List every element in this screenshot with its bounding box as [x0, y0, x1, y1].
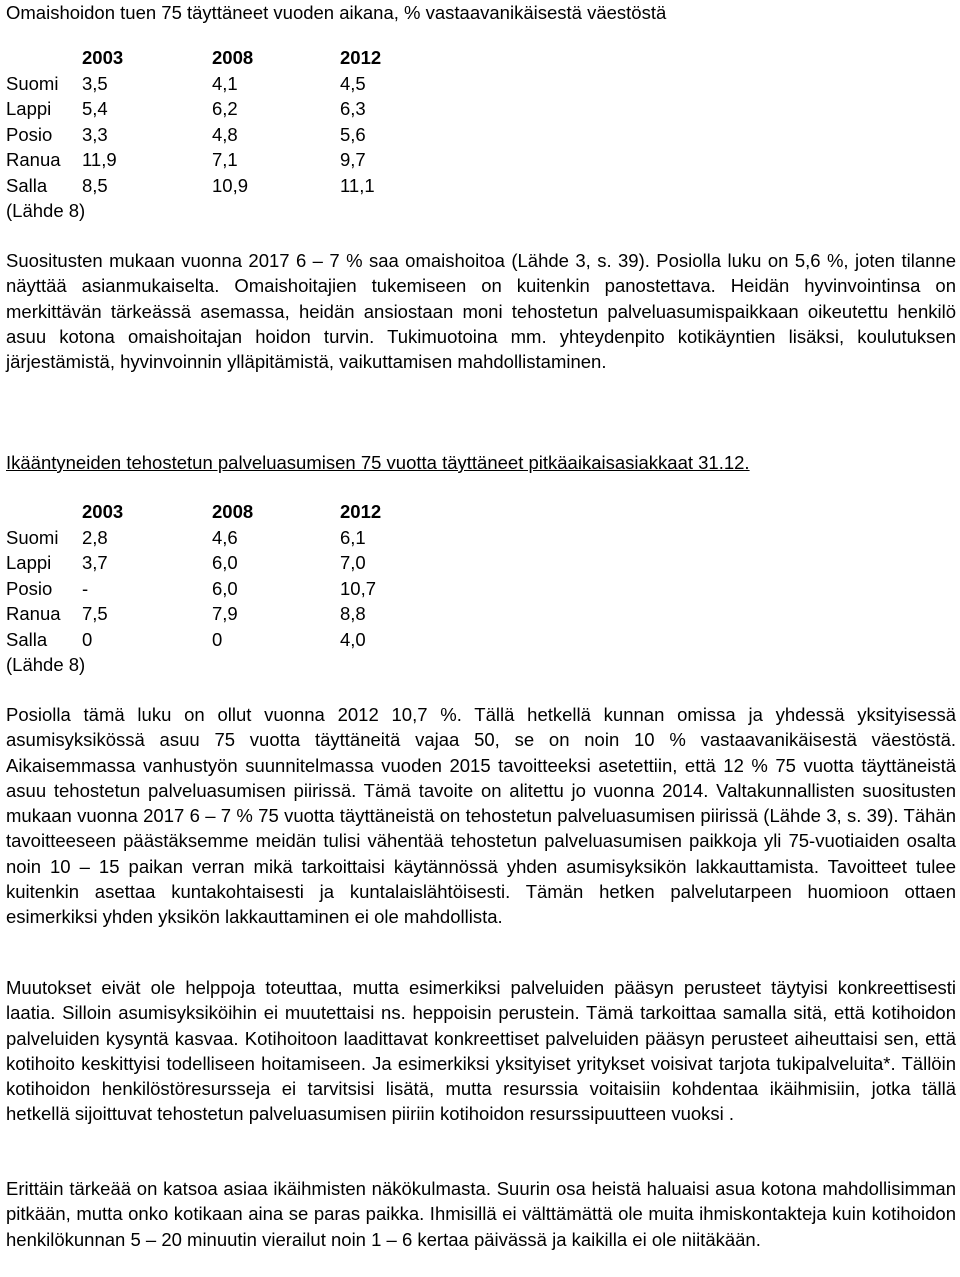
row-label: Salla	[6, 628, 48, 650]
cell-value: 4,0	[340, 628, 366, 650]
paragraph-muutokset: Muutokset eivät ole helppoja toteuttaa, mutta esimerkiksi palveluiden pääsyn perusteet täytyisi konkreettisesti laatia. Silloin asumisyksiköihin ei muutettaisi ns. heppoisin perustein. Tämä tarkoittaa samalla sitä, että kotihoidon palveluiden kysyntä kasvaa. Kotihoitoon laadittavat konkreettiset palveluiden pääsyn perusteet aiheuttaisi sen, että kotihoito keskittyisi todelliseen hoitamiseen. Ja esimerkiksi yksityiset yritykset voisivat tarjota tukipalveluita*. Tällöin kotihoidon henkilöstöresursseja ei tarvitsisi lisätä, mutta resurssia voitaisiin kohdentaa ikäihmisiin, jotka tällä hetkellä sijoittuvat tehostetun palveluasumisen piiriin kotihoidon resurssipuutteen vuoksi .	[6, 977, 956, 1125]
cell-value: 2,8	[82, 526, 108, 548]
row-label: Posio	[6, 123, 53, 145]
table2-header-empty	[6, 499, 82, 525]
row-label: Suomi	[6, 72, 59, 94]
table-row	[6, 147, 420, 173]
table2-header-row	[6, 499, 420, 525]
row-label: Ranua	[6, 149, 61, 170]
table1-year: 2003	[82, 47, 124, 68]
table1-title: Omaishoidon tuen 75 täyttäneet vuoden aikana, % vastaavanikäisestä väestöstä	[6, 2, 667, 23]
table-source-row	[6, 652, 420, 678]
cell-value: 6,0	[212, 577, 238, 599]
cell-value: 4,6	[212, 526, 238, 548]
cell-value: 4,8	[212, 123, 238, 145]
table2-title: Ikääntyneiden tehostetun palveluasumisen 75 vuotta täyttäneet pitkäaikaisasiakkaat 31.12.	[6, 452, 750, 473]
cell-value: -	[82, 577, 89, 599]
cell-value: 9,7	[340, 149, 366, 170]
cell-value: 11,9	[82, 149, 117, 170]
table2-year: 2012	[340, 501, 382, 522]
table-row	[6, 525, 420, 551]
cell-value: 7,9	[212, 603, 238, 624]
cell-value: 11,1	[340, 174, 375, 196]
table-source-row	[6, 198, 420, 224]
cell-value: 7,0	[340, 552, 366, 573]
table1	[6, 45, 956, 224]
table-row	[6, 71, 420, 97]
table1-header-row	[6, 45, 420, 71]
cell-value: 6,3	[340, 98, 366, 119]
cell-value: 6,1	[340, 526, 366, 548]
cell-value: 10,7	[340, 577, 377, 599]
table-row	[6, 550, 420, 576]
paragraph-tehostettu-palveluasuminen: Posiolla tämä luku on ollut vuonna 2012 10,7 %. Tällä hetkellä kunnan omissa ja yhdessä yksityisessä asumisyksikössä asuu 75 vuotta täyttäneitä vajaa 50, se on noin 10 % vastaavanikäisestä väestöstä. Aikaisemmassa vanhustyön suunnitelmassa vuoden 2015 tavoitteeksi asetettiin, että 12 % 75 vuotta täyttäneistä asuu tehostetun palveluasumisen piirissä. Tämä tavoite on alitettu jo vuonna 2014. Valtakunnallisten suositusten mukaan vuonna 2017 6 – 7 % 75 vuotta täyttäneistä on tehostetun palveluasumisen piirissä (Lähde 3, s. 39). Tähän tavoitteeseen päästäksemme meidän tulisi vähentää tehostetun palveluasumisen paikkoja yli 75-vuotiaiden osalta noin 10 – 15 paikan verran mikä tarkoittaisi käytännössä yhden asumisyksikön lakkauttamista. Tavoitteet tulee kuitenkin asettaa kuntakohtaisesti ja kuntalaislähtöisesti. Tämän hetken palvelutarpeen huomioon ottaen esimerkiksi yhden yksikön lakkauttaminen ei ole mahdollista.	[6, 704, 956, 928]
table2	[6, 499, 956, 678]
table1-header-empty	[6, 45, 82, 71]
table-row	[6, 122, 420, 148]
cell-value: 8,8	[340, 603, 366, 624]
row-label: Ranua	[6, 603, 61, 624]
table-row	[6, 96, 420, 122]
table-row	[6, 601, 420, 627]
row-label: Lappi	[6, 98, 52, 119]
table2-grid	[6, 499, 420, 678]
cell-value: 5,6	[340, 123, 366, 145]
row-label: Lappi	[6, 552, 52, 573]
cell-value: 0	[82, 628, 93, 650]
cell-value: 0	[212, 628, 223, 650]
row-label: Salla	[6, 174, 48, 196]
cell-value: 3,7	[82, 552, 108, 573]
cell-value: 3,3	[82, 123, 108, 145]
cell-value: 3,5	[82, 72, 108, 94]
table1-source: (Lähde 8)	[6, 200, 86, 221]
row-label: Suomi	[6, 526, 59, 548]
table2-source: (Lähde 8)	[6, 654, 86, 675]
row-label: Posio	[6, 577, 53, 599]
cell-value: 4,1	[212, 72, 238, 94]
cell-value: 5,4	[82, 98, 108, 119]
paragraph-ikaihmisten-nakokulma: Erittäin tärkeää on katsoa asiaa ikäihmisten näkökulmasta. Suurin osa heistä haluaisi asua kotona mahdollisimman pitkään, mutta onko kotikaan aina se paras paikka. Ihmisillä ei välttämättä ole muita ihmiskontakteja kuin kotihoidon henkilökunnan 5 – 20 minuutin vierailut noin 1 – 6 kertaa päivässä ja kaikilla ei ole niitäkään.	[6, 1178, 956, 1250]
table-row	[6, 173, 420, 199]
table1-grid	[6, 45, 420, 224]
cell-value: 10,9	[212, 174, 249, 196]
table-row	[6, 576, 420, 602]
cell-value: 7,1	[212, 149, 238, 170]
table2-year: 2003	[82, 501, 124, 522]
cell-value: 8,5	[82, 174, 108, 196]
table2-year: 2008	[212, 501, 254, 522]
table-row	[6, 627, 420, 653]
cell-value: 6,0	[212, 552, 238, 573]
table1-year: 2008	[212, 47, 254, 68]
table1-year: 2012	[340, 47, 382, 68]
cell-value: 7,5	[82, 603, 108, 624]
cell-value: 4,5	[340, 72, 366, 94]
cell-value: 6,2	[212, 98, 238, 119]
paragraph-omaishoito: Suositusten mukaan vuonna 2017 6 – 7 % saa omaishoitoa (Lähde 3, s. 39). Posiolla luku on 5,6 %, joten tilanne näyttää asianmukaiselta. Omaishoitajien tukemiseen on kuitenkin panostettava. Heidän hyvinvointinsa on merkittävän tärkeässä asemassa, heidän ansiostaan moni tehostetun palveluasumispaikkaan oikeutettu henkilö asuu kotona omaishoitajan hoidon turvin. Tukimuotoina mm. yhteydenpito kotikäyntien lisäksi, koulutuksen järjestämistä, hyvinvoinnin ylläpitämistä, vaikuttamisen mahdollistaminen.	[6, 250, 956, 373]
